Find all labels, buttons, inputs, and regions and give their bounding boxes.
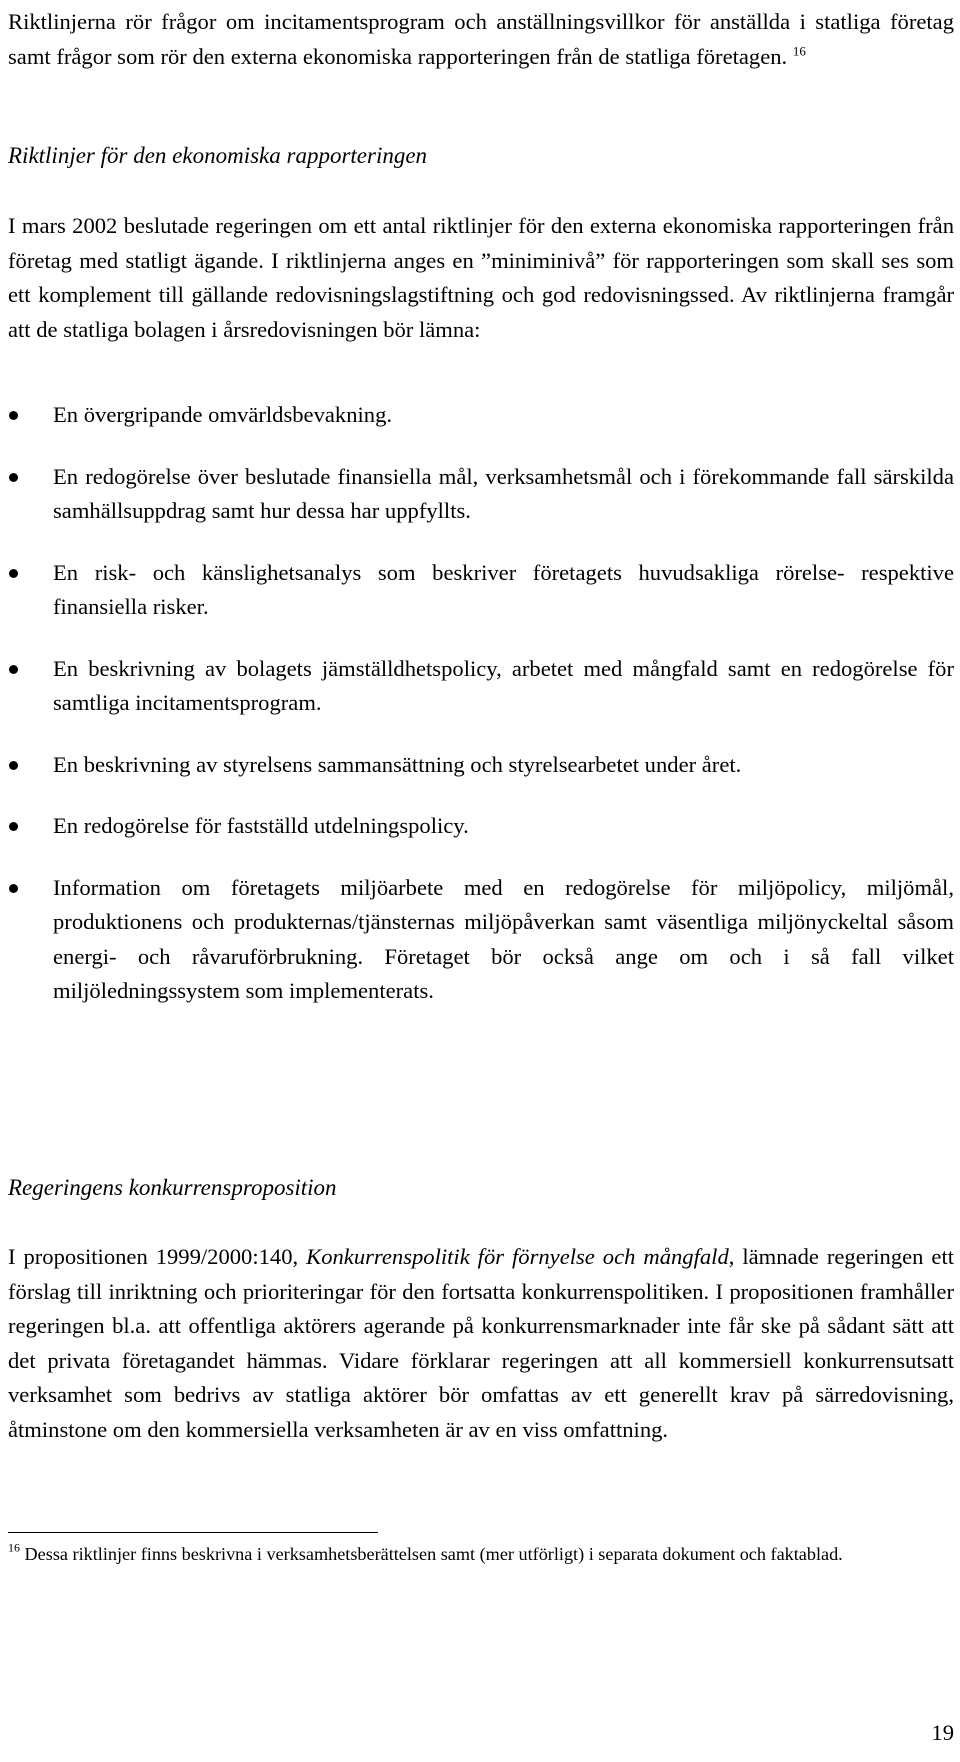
proposition-text-end: , lämnade regeringen ett förslag till inriktning och prioriteringar för den fortsatta konkurrenspolitiken. I propositionen framhåller regeringen bl.a. att offentliga aktörers agerande på konkurrensmarknader inte får ske på sådant sätt att det privata företagandet hämmas. Vidare förklarar regeringen att all kommersiell konkurrensutsatt verksamhet som bedrivs av statliga aktörer bör omfattas av ett generellt krav på särredovisning, åtminstone om den kommersiella verksamheten är av en viss omfattning. — [8, 1244, 954, 1442]
intro-text: Riktlinjerna rör frågor om incitamentsprogram och anställningsvillkor för anställda i statliga företag samt frågor som rör den externa ekonomiska rapporteringen från de statliga företagen. — [8, 9, 954, 69]
bullet-item — [8, 460, 954, 529]
intro-paragraph — [8, 5, 954, 74]
bullet-icon — [9, 473, 18, 482]
section-heading-rapportering: Riktlinjer för den ekonomiska rapporteringen — [8, 143, 428, 168]
bullet-icon — [9, 761, 18, 770]
bullet-item — [8, 652, 954, 721]
bullet-icon — [9, 884, 18, 893]
bullet-item — [8, 748, 954, 783]
footnote-text: Dessa riktlinjer finns beskrivna i verksamhetsberättelsen samt (mer utförligt) i separata dokument och faktablad. — [20, 1544, 843, 1564]
bullet-icon — [9, 411, 18, 420]
bullet-text: Information om företagets miljöarbete med en redogörelse för miljöpolicy, miljömål, produktionens och produkternas/tjänsternas miljöpåverkan samt väsentliga miljönyckeltal såsom energi- och råvaruförbrukning. Företaget bör också ange om och i så fall vilket miljöledningssystem som implementerats. — [53, 874, 954, 1003]
bullet-text: En övergripande omvärldsbevakning. — [53, 402, 393, 427]
riktlinjer-bullet-list — [8, 398, 954, 1036]
proposition-text-start: I propositionen 1999/2000:140, — [8, 1244, 307, 1269]
footnote-divider — [8, 1532, 378, 1533]
bullet-icon — [9, 822, 18, 831]
bullet-text: En redogörelse för fastställd utdelningspolicy. — [53, 813, 469, 838]
riktlinjer-paragraph: I mars 2002 beslutade regeringen om ett antal riktlinjer för den externa ekonomiska rapporteringen från företag med statligt ägande. I riktlinjerna anges en ”miniminivå” för rapporteringen som skall ses som ett komplement till gällande redovisningslagstiftning och god redovisningssed. Av riktlinjerna framgår att de statliga bolagen i årsredovisningen bör lämna: — [8, 213, 954, 342]
footnote — [8, 1540, 954, 1569]
proposition-title: Konkurrenspolitik för förnyelse och mångfald — [306, 1244, 729, 1269]
document-page — [8, 0, 954, 1762]
bullet-item — [8, 398, 954, 433]
bullet-item — [8, 809, 954, 844]
footnote-reference[interactable]: 16 — [792, 43, 806, 59]
bullet-item — [8, 556, 954, 625]
bullet-icon — [9, 665, 18, 674]
bullet-text: En risk- och känslighetsanalys som beskriver företagets huvudsakliga rörelse- respektive finansiella risker. — [53, 559, 954, 619]
section-heading-konkurrensproposition: Regeringens konkurrensproposition — [8, 1175, 337, 1200]
bullet-text: En beskrivning av bolagets jämställdhetspolicy, arbetet med mångfald samt en redogörelse för samtliga incitamentsprogram. — [53, 655, 954, 715]
bullet-item — [8, 871, 954, 1009]
page-number: 19 — [931, 1720, 954, 1745]
bullet-text: En redogörelse över beslutade finansiella mål, verksamhetsmål och i förekommande fall särskilda samhällsuppdrag samt hur dessa har uppfyllts. — [53, 463, 954, 523]
bullet-icon — [9, 569, 18, 578]
footnote-number: 16 — [8, 1540, 20, 1555]
proposition-paragraph — [8, 1240, 954, 1447]
bullet-text: En beskrivning av styrelsens sammansättning och styrelsearbetet under året. — [53, 751, 742, 777]
